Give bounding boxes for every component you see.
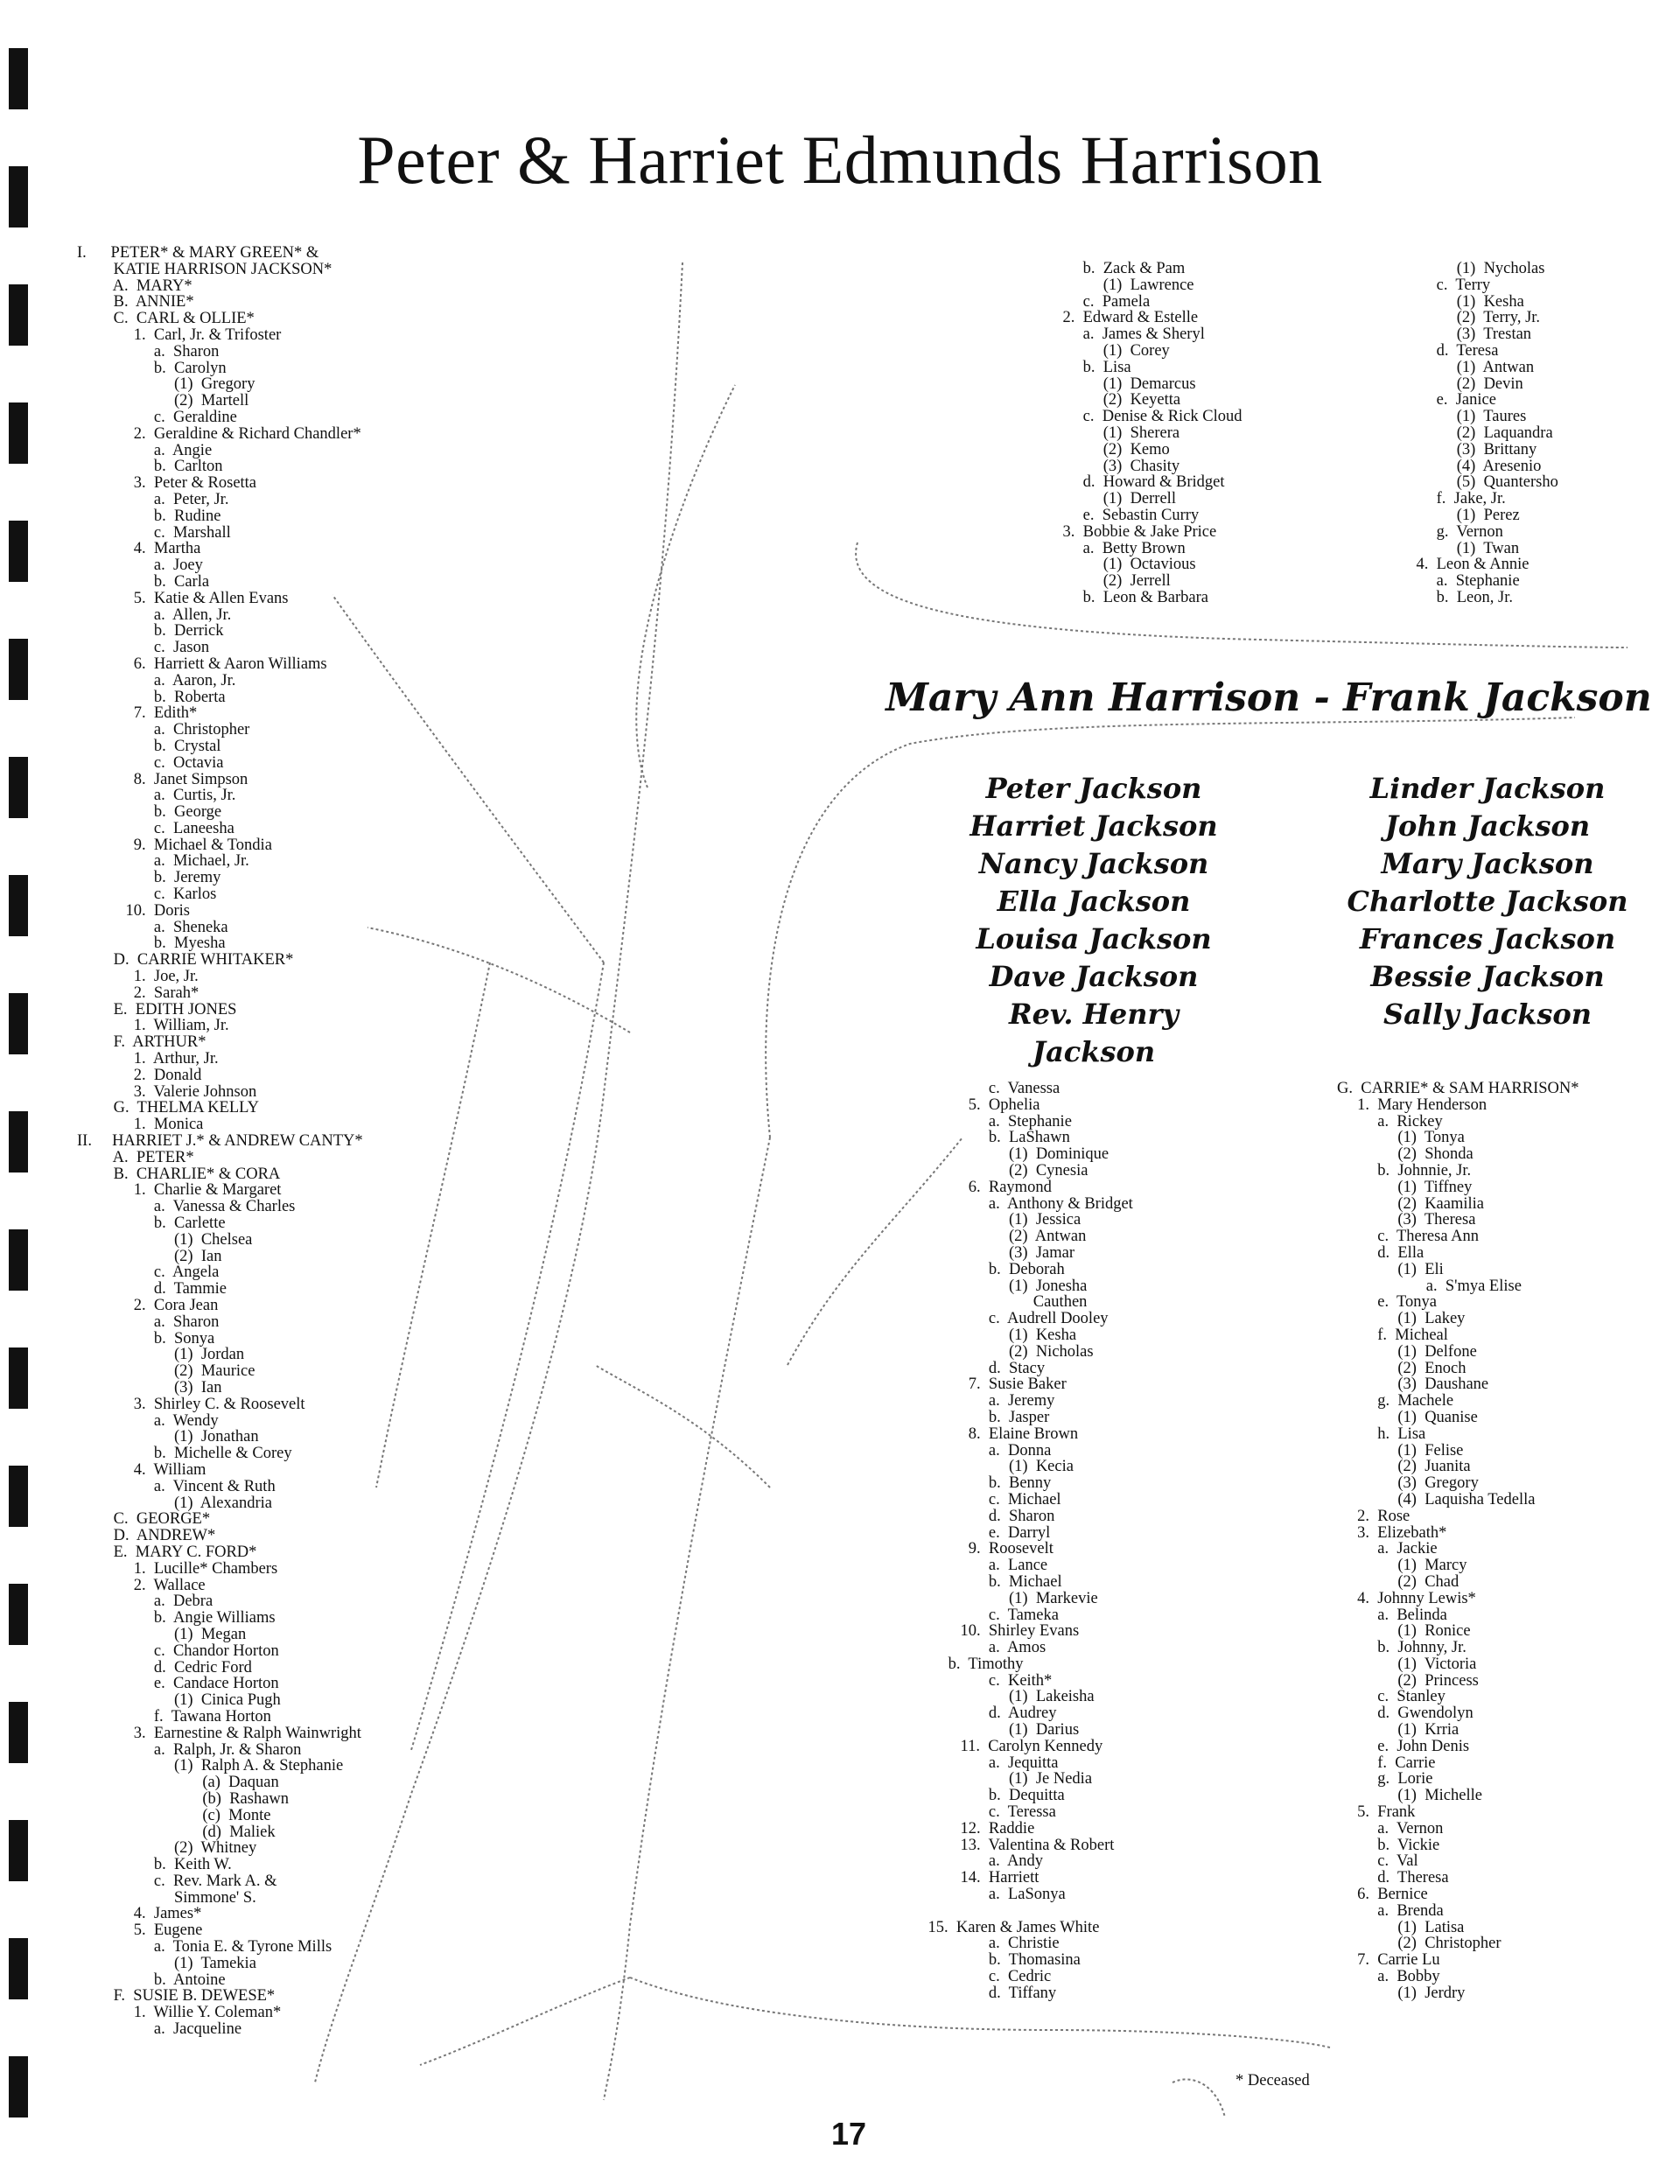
genealogy-entry: h. Lisa xyxy=(1337,1424,1426,1443)
child-name: Linder Jackson xyxy=(1369,772,1606,805)
genealogy-entry: f. Jake, Jr. xyxy=(1400,490,1506,508)
genealogy-entry: b. Benny xyxy=(912,1474,1052,1493)
genealogy-entry: 2. Geraldine & Richard Chandler* xyxy=(77,424,361,443)
genealogy-entry: 2. Edward & Estelle xyxy=(1046,309,1199,327)
genealogy-entry: Simmone' S. xyxy=(77,1888,256,1907)
genealogy-entry: (3) Chasity xyxy=(1046,457,1180,475)
genealogy-entry: (1) Tiffney xyxy=(1337,1178,1473,1196)
genealogy-entry: (1) Chelsea xyxy=(77,1230,253,1249)
genealogy-entry: 7. Carrie Lu xyxy=(1337,1951,1440,1970)
genealogy-entry: 9. Michael & Tondia xyxy=(77,836,272,854)
child-name: Ella Jackson xyxy=(997,885,1191,918)
genealogy-entry: (1) Perez xyxy=(1400,506,1520,524)
genealogy-entry: (1) Felise xyxy=(1337,1441,1464,1460)
genealogy-entry: (3) Ian xyxy=(77,1378,222,1396)
genealogy-entry: (1) Marcy xyxy=(1337,1557,1467,1575)
genealogy-entry: A. MARY* xyxy=(77,276,192,295)
genealogy-entry: (1) Dominique xyxy=(912,1145,1110,1164)
genealogy-entry: (1) Markevie xyxy=(912,1589,1098,1607)
genealogy-entry: c. Terry xyxy=(1400,276,1491,294)
child-name: Nancy Jackson xyxy=(978,847,1209,880)
genealogy-entry: a. Brenda xyxy=(1337,1901,1444,1920)
genealogy-entry: a. Jequitta xyxy=(912,1754,1059,1772)
genealogy-entry: b. Thomasina xyxy=(912,1951,1081,1970)
genealogy-entry: 2. Cora Jean xyxy=(77,1297,219,1314)
genealogy-entry: 1. Charlie & Margaret xyxy=(77,1181,282,1200)
genealogy-entry: (2) Enoch xyxy=(1337,1359,1466,1377)
genealogy-entry: b. Johnnie, Jr. xyxy=(1337,1161,1472,1180)
descendant-list-column-2 xyxy=(1046,261,1242,606)
child-name: Frances Jackson xyxy=(1359,922,1616,956)
genealogy-entry: a. Christopher xyxy=(77,721,250,739)
child-name: Rev. Henry Jackson xyxy=(1009,998,1179,1068)
genealogy-entry: (1) Jonathan xyxy=(77,1428,259,1446)
genealogy-entry: 6. Bernice xyxy=(1337,1886,1428,1904)
descendant-list-column-3 xyxy=(1400,261,1558,606)
genealogy-entry: (a) Daquan xyxy=(77,1774,279,1792)
genealogy-entry: e. Candace Horton xyxy=(77,1675,279,1693)
genealogy-entry: F. SUSIE B. DEWESE* xyxy=(77,1987,276,2006)
genealogy-entry: KATIE HARRISON JACKSON* xyxy=(77,260,332,278)
genealogy-entry: e. John Denis xyxy=(1337,1737,1470,1755)
genealogy-entry: 14. Harriett xyxy=(912,1869,1040,1887)
genealogy-entry: 5. Ophelia xyxy=(912,1096,1040,1114)
child-name: Harriet Jackson xyxy=(970,809,1218,843)
genealogy-entry: g. Machele xyxy=(1337,1392,1454,1410)
genealogy-entry: b. Timothy xyxy=(912,1655,1024,1673)
genealogy-entry: b. Leon & Barbara xyxy=(1046,588,1208,606)
genealogy-entry: (3) Trestan xyxy=(1400,326,1532,344)
genealogy-entry: f. Carrie xyxy=(1337,1754,1436,1772)
genealogy-entry: a. James & Sheryl xyxy=(1046,326,1205,344)
genealogy-entry: 2. Donald xyxy=(77,1066,202,1084)
genealogy-entry: d. Tiffany xyxy=(912,1984,1057,2002)
genealogy-entry: (1) Jessica xyxy=(912,1211,1082,1229)
genealogy-entry: 3. Shirley C. & Roosevelt xyxy=(77,1395,305,1413)
genealogy-entry: (1) Ralph A. & Stephanie xyxy=(77,1757,344,1775)
genealogy-entry: 8. Janet Simpson xyxy=(77,770,248,788)
genealogy-entry: (2) Princess xyxy=(1337,1671,1479,1690)
genealogy-entry: (1) Lawrence xyxy=(1046,276,1194,294)
genealogy-entry: c. Teressa xyxy=(912,1803,1056,1822)
genealogy-entry: (1) Ronice xyxy=(1337,1622,1471,1641)
genealogy-entry: (1) Twan xyxy=(1400,539,1520,557)
genealogy-entry: e. Darryl xyxy=(912,1523,1051,1542)
genealogy-entry: 4. Leon & Annie xyxy=(1400,556,1530,574)
genealogy-entry: (2) Keyetta xyxy=(1046,391,1181,410)
genealogy-entry: 10. Doris xyxy=(77,901,190,920)
genealogy-entry: 2. Wallace xyxy=(77,1576,206,1594)
genealogy-entry: a. Sheneka xyxy=(77,918,228,936)
genealogy-entry: a. Betty Brown xyxy=(1046,539,1186,557)
genealogy-entry: B. CHARLIE* & CORA xyxy=(77,1165,281,1183)
child-name: John Jackson xyxy=(1384,809,1591,843)
genealogy-entry: a. Tonia E. & Tyrone Mills xyxy=(77,1938,332,1956)
deceased-footnote: * Deceased xyxy=(1236,2072,1310,2090)
genealogy-entry: (1) Krria xyxy=(1337,1721,1460,1740)
page-title: Peter & Harriet Edmunds Harrison xyxy=(357,122,1323,198)
genealogy-entry: 11. Carolyn Kennedy xyxy=(912,1737,1103,1755)
genealogy-entry: c. Octavia xyxy=(77,753,224,772)
genealogy-entry: a. Jackie xyxy=(1337,1540,1438,1558)
genealogy-entry: g. Vernon xyxy=(1400,522,1503,541)
genealogy-entry: (2) Chad xyxy=(1337,1572,1460,1591)
genealogy-entry: (1) Latisa xyxy=(1337,1918,1465,1936)
genealogy-entry: (c) Monte xyxy=(77,1806,271,1824)
genealogy-entry: a. Ralph, Jr. & Sharon xyxy=(77,1740,302,1759)
genealogy-entry: b. Dequitta xyxy=(912,1787,1065,1805)
genealogy-entry: a. Jacqueline xyxy=(77,2020,242,2039)
genealogy-entry: Cauthen xyxy=(912,1293,1088,1312)
genealogy-entry: (2) Cynesia xyxy=(912,1161,1088,1180)
genealogy-entry: 5. Frank xyxy=(1337,1803,1416,1822)
genealogy-entry: 1. Willie Y. Coleman* xyxy=(77,2004,282,2022)
genealogy-entry: 1. Monica xyxy=(77,1116,204,1134)
genealogy-entry: (2) Maurice xyxy=(77,1362,256,1381)
genealogy-entry: a. Angie xyxy=(77,441,213,459)
genealogy-entry: 3. Peter & Rosetta xyxy=(77,474,257,493)
genealogy-entry: b. Antoine xyxy=(77,1970,226,1989)
genealogy-entry: b. Zack & Pam xyxy=(1046,260,1186,277)
genealogy-entry: (1) Victoria xyxy=(1337,1655,1477,1673)
genealogy-entry: d. Audrey xyxy=(912,1704,1057,1723)
genealogy-entry: c. Tameka xyxy=(912,1606,1059,1624)
genealogy-entry: b. Carlette xyxy=(77,1214,226,1233)
genealogy-entry: b. Lisa xyxy=(1046,358,1131,376)
genealogy-entry: 15. Karen & James White xyxy=(912,1918,1100,1936)
genealogy-entry: G. CARRIE* & SAM HARRISON* xyxy=(1337,1080,1579,1097)
couple-heading: Mary Ann Harrison - Frank Jackson xyxy=(886,676,1652,720)
genealogy-entry: d. Cedric Ford xyxy=(77,1658,252,1676)
genealogy-entry: (5) Quantersho xyxy=(1400,473,1558,492)
genealogy-entry: a. Stephanie xyxy=(1400,572,1520,591)
genealogy-entry: f. Tawana Horton xyxy=(77,1707,271,1726)
genealogy-entry: 3. Earnestine & Ralph Wainwright xyxy=(77,1724,361,1742)
genealogy-entry: A. PETER* xyxy=(77,1148,194,1166)
genealogy-entry: (3) Gregory xyxy=(1337,1474,1479,1493)
genealogy-entry: (1) Je Nedia xyxy=(912,1770,1093,1788)
genealogy-entry: 3. Elizebath* xyxy=(1337,1523,1447,1542)
genealogy-entry: (2) Antwan xyxy=(912,1228,1087,1246)
genealogy-entry: (1) Derrell xyxy=(1046,490,1176,508)
genealogy-entry: b. Michael xyxy=(912,1572,1062,1591)
genealogy-entry: b. Myesha xyxy=(77,934,226,953)
descendant-list-column-1 xyxy=(77,245,363,2038)
genealogy-entry: (1) Antwan xyxy=(1400,358,1535,376)
genealogy-entry: (3) Brittany xyxy=(1400,440,1537,458)
genealogy-entry: (2) Terry, Jr. xyxy=(1400,309,1541,327)
genealogy-entry: 3. Bobbie & Jake Price xyxy=(1046,522,1217,541)
genealogy-entry: c. Michael xyxy=(912,1490,1061,1508)
genealogy-entry: (1) Corey xyxy=(1046,341,1170,360)
genealogy-entry: (2) Devin xyxy=(1400,374,1523,393)
genealogy-entry: (2) Nicholas xyxy=(912,1342,1094,1361)
genealogy-entry: 7. Susie Baker xyxy=(912,1376,1067,1394)
genealogy-entry: b. Vickie xyxy=(1337,1836,1440,1854)
genealogy-entry: c. Stanley xyxy=(1337,1688,1446,1706)
genealogy-entry: (1) Megan xyxy=(77,1625,247,1643)
genealogy-entry: (1) Eli xyxy=(1337,1260,1444,1278)
genealogy-entry: 4. James* xyxy=(77,1905,202,1923)
genealogy-entry: a. S'mya Elise xyxy=(1337,1277,1522,1295)
genealogy-entry: c. Angela xyxy=(77,1264,220,1282)
genealogy-entry: 1. William, Jr. xyxy=(77,1017,229,1035)
genealogy-entry: c. Audrell Dooley xyxy=(912,1310,1109,1328)
genealogy-entry: c. Cedric xyxy=(912,1968,1052,1986)
genealogy-entry: b. Derrick xyxy=(77,622,224,640)
genealogy-entry: (1) Taures xyxy=(1400,408,1527,426)
genealogy-entry: II. HARRIET J.* & ANDREW CANTY* xyxy=(77,1132,363,1151)
genealogy-entry: b. Angie Williams xyxy=(77,1609,276,1628)
genealogy-entry: c. Pamela xyxy=(1046,292,1151,311)
child-name: Bessie Jackson xyxy=(1370,960,1605,993)
genealogy-entry: (2) Christopher xyxy=(1337,1935,1502,1953)
genealogy-entry: (1) Cinica Pugh xyxy=(77,1691,281,1710)
genealogy-entry: 4. William xyxy=(77,1460,206,1479)
child-name: Sally Jackson xyxy=(1382,998,1592,1031)
genealogy-entry: c. Jason xyxy=(77,639,210,657)
genealogy-entry: e. Tonya xyxy=(1337,1293,1437,1312)
genealogy-entry: b. Keith W. xyxy=(77,1856,232,1874)
genealogy-entry: (1) Nycholas xyxy=(1400,260,1545,277)
genealogy-entry: d. Theresa xyxy=(1337,1869,1449,1887)
genealogy-entry: C. GEORGE* xyxy=(77,1510,211,1529)
genealogy-entry: a. Sharon xyxy=(77,1312,220,1331)
genealogy-entry: a. LaSonya xyxy=(912,1886,1066,1904)
genealogy-entry: a. Michael, Jr. xyxy=(77,852,249,871)
genealogy-entry: b. Carla xyxy=(77,572,210,591)
genealogy-entry: (1) Kesha xyxy=(912,1326,1077,1344)
genealogy-entry: a. Christie xyxy=(912,1935,1060,1953)
genealogy-entry: e. Sebastin Curry xyxy=(1046,506,1200,524)
genealogy-entry: b. Jasper xyxy=(912,1408,1050,1426)
genealogy-entry: (1) Octavious xyxy=(1046,556,1196,574)
genealogy-entry: a. Rickey xyxy=(1337,1112,1443,1130)
genealogy-entry: a. Belinda xyxy=(1337,1606,1447,1624)
genealogy-entry: b. Crystal xyxy=(77,737,221,755)
genealogy-entry: b. Michelle & Corey xyxy=(77,1445,292,1463)
genealogy-entry xyxy=(912,1903,1133,1920)
genealogy-entry: 3. Valerie Johnson xyxy=(77,1082,257,1101)
genealogy-entry: c. Laneesha xyxy=(77,819,234,837)
genealogy-entry: (d) Maliek xyxy=(77,1823,276,1841)
genealogy-entry: f. Micheal xyxy=(1337,1326,1448,1344)
genealogy-entry: b. Johnny, Jr. xyxy=(1337,1639,1466,1657)
genealogy-entry: 6. Raymond xyxy=(912,1178,1052,1196)
genealogy-entry: d. Sharon xyxy=(912,1507,1055,1525)
genealogy-entry: b. Leon, Jr. xyxy=(1400,588,1513,606)
genealogy-entry: 7. Edith* xyxy=(77,704,198,723)
genealogy-entry: c. Marshall xyxy=(77,523,231,542)
genealogy-entry: 10. Shirley Evans xyxy=(912,1622,1080,1641)
genealogy-entry: 5. Katie & Allen Evans xyxy=(77,589,289,607)
child-name: Peter Jackson xyxy=(985,772,1202,805)
genealogy-entry: (2) Ian xyxy=(77,1247,222,1265)
genealogy-entry: 4. Martha xyxy=(77,540,201,558)
genealogy-entry: (1) Kecia xyxy=(912,1458,1074,1476)
genealogy-entry: a. Donna xyxy=(912,1441,1052,1460)
descendant-list-column-5 xyxy=(1337,1081,1579,2002)
genealogy-entry: 2. Sarah* xyxy=(77,984,200,1002)
genealogy-entry: B. ANNIE* xyxy=(77,293,194,312)
genealogy-entry: (1) Jonesha xyxy=(912,1277,1088,1295)
genealogy-entry: D. ANDREW* xyxy=(77,1527,216,1545)
genealogy-entry: 13. Valentina & Robert xyxy=(912,1836,1115,1854)
genealogy-entry: (1) Tonya xyxy=(1337,1129,1465,1147)
genealogy-entry: (2) Shonda xyxy=(1337,1145,1474,1164)
genealogy-entry: D. CARRIE WHITAKER* xyxy=(77,951,294,970)
genealogy-entry: (1) Demarcus xyxy=(1046,374,1196,393)
child-name: Mary Jackson xyxy=(1381,847,1594,880)
genealogy-entry: 8. Elaine Brown xyxy=(912,1424,1079,1443)
genealogy-entry: 6. Harriett & Aaron Williams xyxy=(77,654,327,673)
genealogy-entry: c. Denise & Rick Cloud xyxy=(1046,408,1242,426)
genealogy-entry: a. Amos xyxy=(912,1639,1046,1657)
genealogy-entry: (1) Sherera xyxy=(1046,424,1180,442)
genealogy-entry: (1) Delfone xyxy=(1337,1342,1477,1361)
genealogy-entry: a. Stephanie xyxy=(912,1112,1072,1130)
genealogy-entry: a. Sharon xyxy=(77,342,220,360)
genealogy-entry: a. Wendy xyxy=(77,1411,219,1430)
genealogy-entry: (2) Martell xyxy=(77,392,249,410)
genealogy-entry: b. Rudine xyxy=(77,507,221,525)
genealogy-entry: (4) Laquisha Tedella xyxy=(1337,1490,1536,1508)
genealogy-entry: d. Gwendolyn xyxy=(1337,1704,1474,1723)
genealogy-entry: I. PETER* & MARY GREEN* & xyxy=(77,244,319,262)
genealogy-entry: e. Janice xyxy=(1400,391,1496,410)
genealogy-entry: 12. Raddie xyxy=(912,1819,1035,1838)
genealogy-entry: 2. Rose xyxy=(1337,1507,1410,1525)
genealogy-entry: 1. Arthur, Jr. xyxy=(77,1050,219,1068)
genealogy-entry: (1) Tamekia xyxy=(77,1954,256,1972)
genealogy-entry: (1) Lakey xyxy=(1337,1310,1466,1328)
genealogy-entry: a. Curtis, Jr. xyxy=(77,787,236,805)
genealogy-entry: (1) Michelle xyxy=(1337,1787,1482,1805)
genealogy-entry: d. Teresa xyxy=(1400,341,1499,360)
genealogy-entry: a. Debra xyxy=(77,1592,214,1611)
genealogy-entry: a. Jeremy xyxy=(912,1392,1055,1410)
genealogy-entry: 1. Lucille* Chambers xyxy=(77,1559,278,1578)
genealogy-entry: a. Peter, Jr. xyxy=(77,490,229,508)
genealogy-entry: c. Rev. Mark A. & xyxy=(77,1872,277,1890)
genealogy-entry: (1) Gregory xyxy=(77,375,256,394)
genealogy-entry: (1) Jordan xyxy=(77,1346,245,1364)
genealogy-entry: a. Bobby xyxy=(1337,1968,1440,1986)
genealogy-entry: b. Roberta xyxy=(77,688,226,706)
genealogy-entry: (1) Jerdry xyxy=(1337,1984,1466,2002)
genealogy-entry: (3) Daushane xyxy=(1337,1376,1489,1394)
genealogy-entry: c. Theresa Ann xyxy=(1337,1228,1480,1246)
genealogy-entry: (2) Kemo xyxy=(1046,440,1170,458)
genealogy-entry: c. Karlos xyxy=(77,886,217,904)
genealogy-entry: b. Deborah xyxy=(912,1260,1065,1278)
genealogy-entry: (4) Aresenio xyxy=(1400,457,1542,475)
genealogy-entry: (b) Rashawn xyxy=(77,1789,290,1808)
child-name: Louisa Jackson xyxy=(976,922,1212,956)
genealogy-entry: (1) Alexandria xyxy=(77,1494,272,1512)
genealogy-entry: a. Vanessa & Charles xyxy=(77,1198,296,1216)
genealogy-entry: (2) Juanita xyxy=(1337,1458,1471,1476)
genealogy-entry: 9. Roosevelt xyxy=(912,1540,1054,1558)
genealogy-entry: G. THELMA KELLY xyxy=(77,1099,259,1117)
genealogy-entry: d. Ella xyxy=(1337,1243,1424,1262)
genealogy-entry: b. Carlton xyxy=(77,458,223,476)
genealogy-entry: C. CARL & OLLIE* xyxy=(77,310,255,328)
genealogy-entry: a. Vernon xyxy=(1337,1819,1444,1838)
genealogy-entry: d. Tammie xyxy=(77,1280,228,1298)
descendant-list-column-4 xyxy=(912,1081,1133,2002)
genealogy-entry: b. Jeremy xyxy=(77,869,221,887)
genealogy-entry: b. George xyxy=(77,803,222,822)
genealogy-entry: (1) Quanise xyxy=(1337,1408,1478,1426)
genealogy-entry: (1) Kesha xyxy=(1400,292,1524,311)
genealogy-entry: b. Sonya xyxy=(77,1329,215,1348)
genealogy-entry: 1. Mary Henderson xyxy=(1337,1096,1488,1114)
genealogy-entry: (2) Laquandra xyxy=(1400,424,1553,442)
genealogy-entry: a. Joey xyxy=(77,556,203,575)
children-list-left xyxy=(954,770,1234,1071)
genealogy-entry: (2) Whitney xyxy=(77,1839,257,1858)
genealogy-entry: a. Anthony & Bridget xyxy=(912,1194,1133,1213)
genealogy-entry: (3) Theresa xyxy=(1337,1211,1476,1229)
genealogy-entry: E. EDITH JONES xyxy=(77,1000,237,1018)
genealogy-entry: 1. Carl, Jr. & Trifoster xyxy=(77,326,282,344)
genealogy-entry: g. Lorie xyxy=(1337,1770,1433,1788)
genealogy-entry: d. Stacy xyxy=(912,1359,1046,1377)
genealogy-entry: a. Allen, Jr. xyxy=(77,606,232,624)
genealogy-entry: (1) Lakeisha xyxy=(912,1688,1095,1706)
genealogy-entry: c. Chandor Horton xyxy=(77,1642,279,1660)
child-name: Dave Jackson xyxy=(989,960,1199,993)
genealogy-entry: c. Geraldine xyxy=(77,408,237,426)
genealogy-entry: (2) Kaamilia xyxy=(1337,1194,1484,1213)
genealogy-entry: b. LaShawn xyxy=(912,1129,1070,1147)
genealogy-entry: a. Lance xyxy=(912,1557,1048,1575)
genealogy-entry: (1) Darius xyxy=(912,1721,1080,1740)
genealogy-entry: a. Andy xyxy=(912,1852,1044,1871)
genealogy-entry: (3) Jamar xyxy=(912,1243,1074,1262)
page-number: 17 xyxy=(830,2116,867,2152)
child-name: Charlotte Jackson xyxy=(1347,885,1628,918)
genealogy-entry: E. MARY C. FORD* xyxy=(77,1543,257,1561)
genealogy-entry: c. Vanessa xyxy=(912,1080,1060,1097)
genealogy-entry: a. Vincent & Ruth xyxy=(77,1477,276,1495)
genealogy-entry: 1. Joe, Jr. xyxy=(77,968,199,986)
genealogy-entry: c. Val xyxy=(1337,1852,1418,1871)
genealogy-entry: 4. Johnny Lewis* xyxy=(1337,1589,1476,1607)
children-list-right xyxy=(1339,770,1636,1033)
genealogy-entry: a. Aaron, Jr. xyxy=(77,671,236,690)
genealogy-entry: c. Keith* xyxy=(912,1671,1053,1690)
genealogy-entry: 5. Eugene xyxy=(77,1922,203,1940)
genealogy-entry: (2) Jerrell xyxy=(1046,572,1171,591)
genealogy-entry: d. Howard & Bridget xyxy=(1046,473,1225,492)
genealogy-entry: b. Carolyn xyxy=(77,359,227,377)
genealogy-entry: F. ARTHUR* xyxy=(77,1033,206,1052)
